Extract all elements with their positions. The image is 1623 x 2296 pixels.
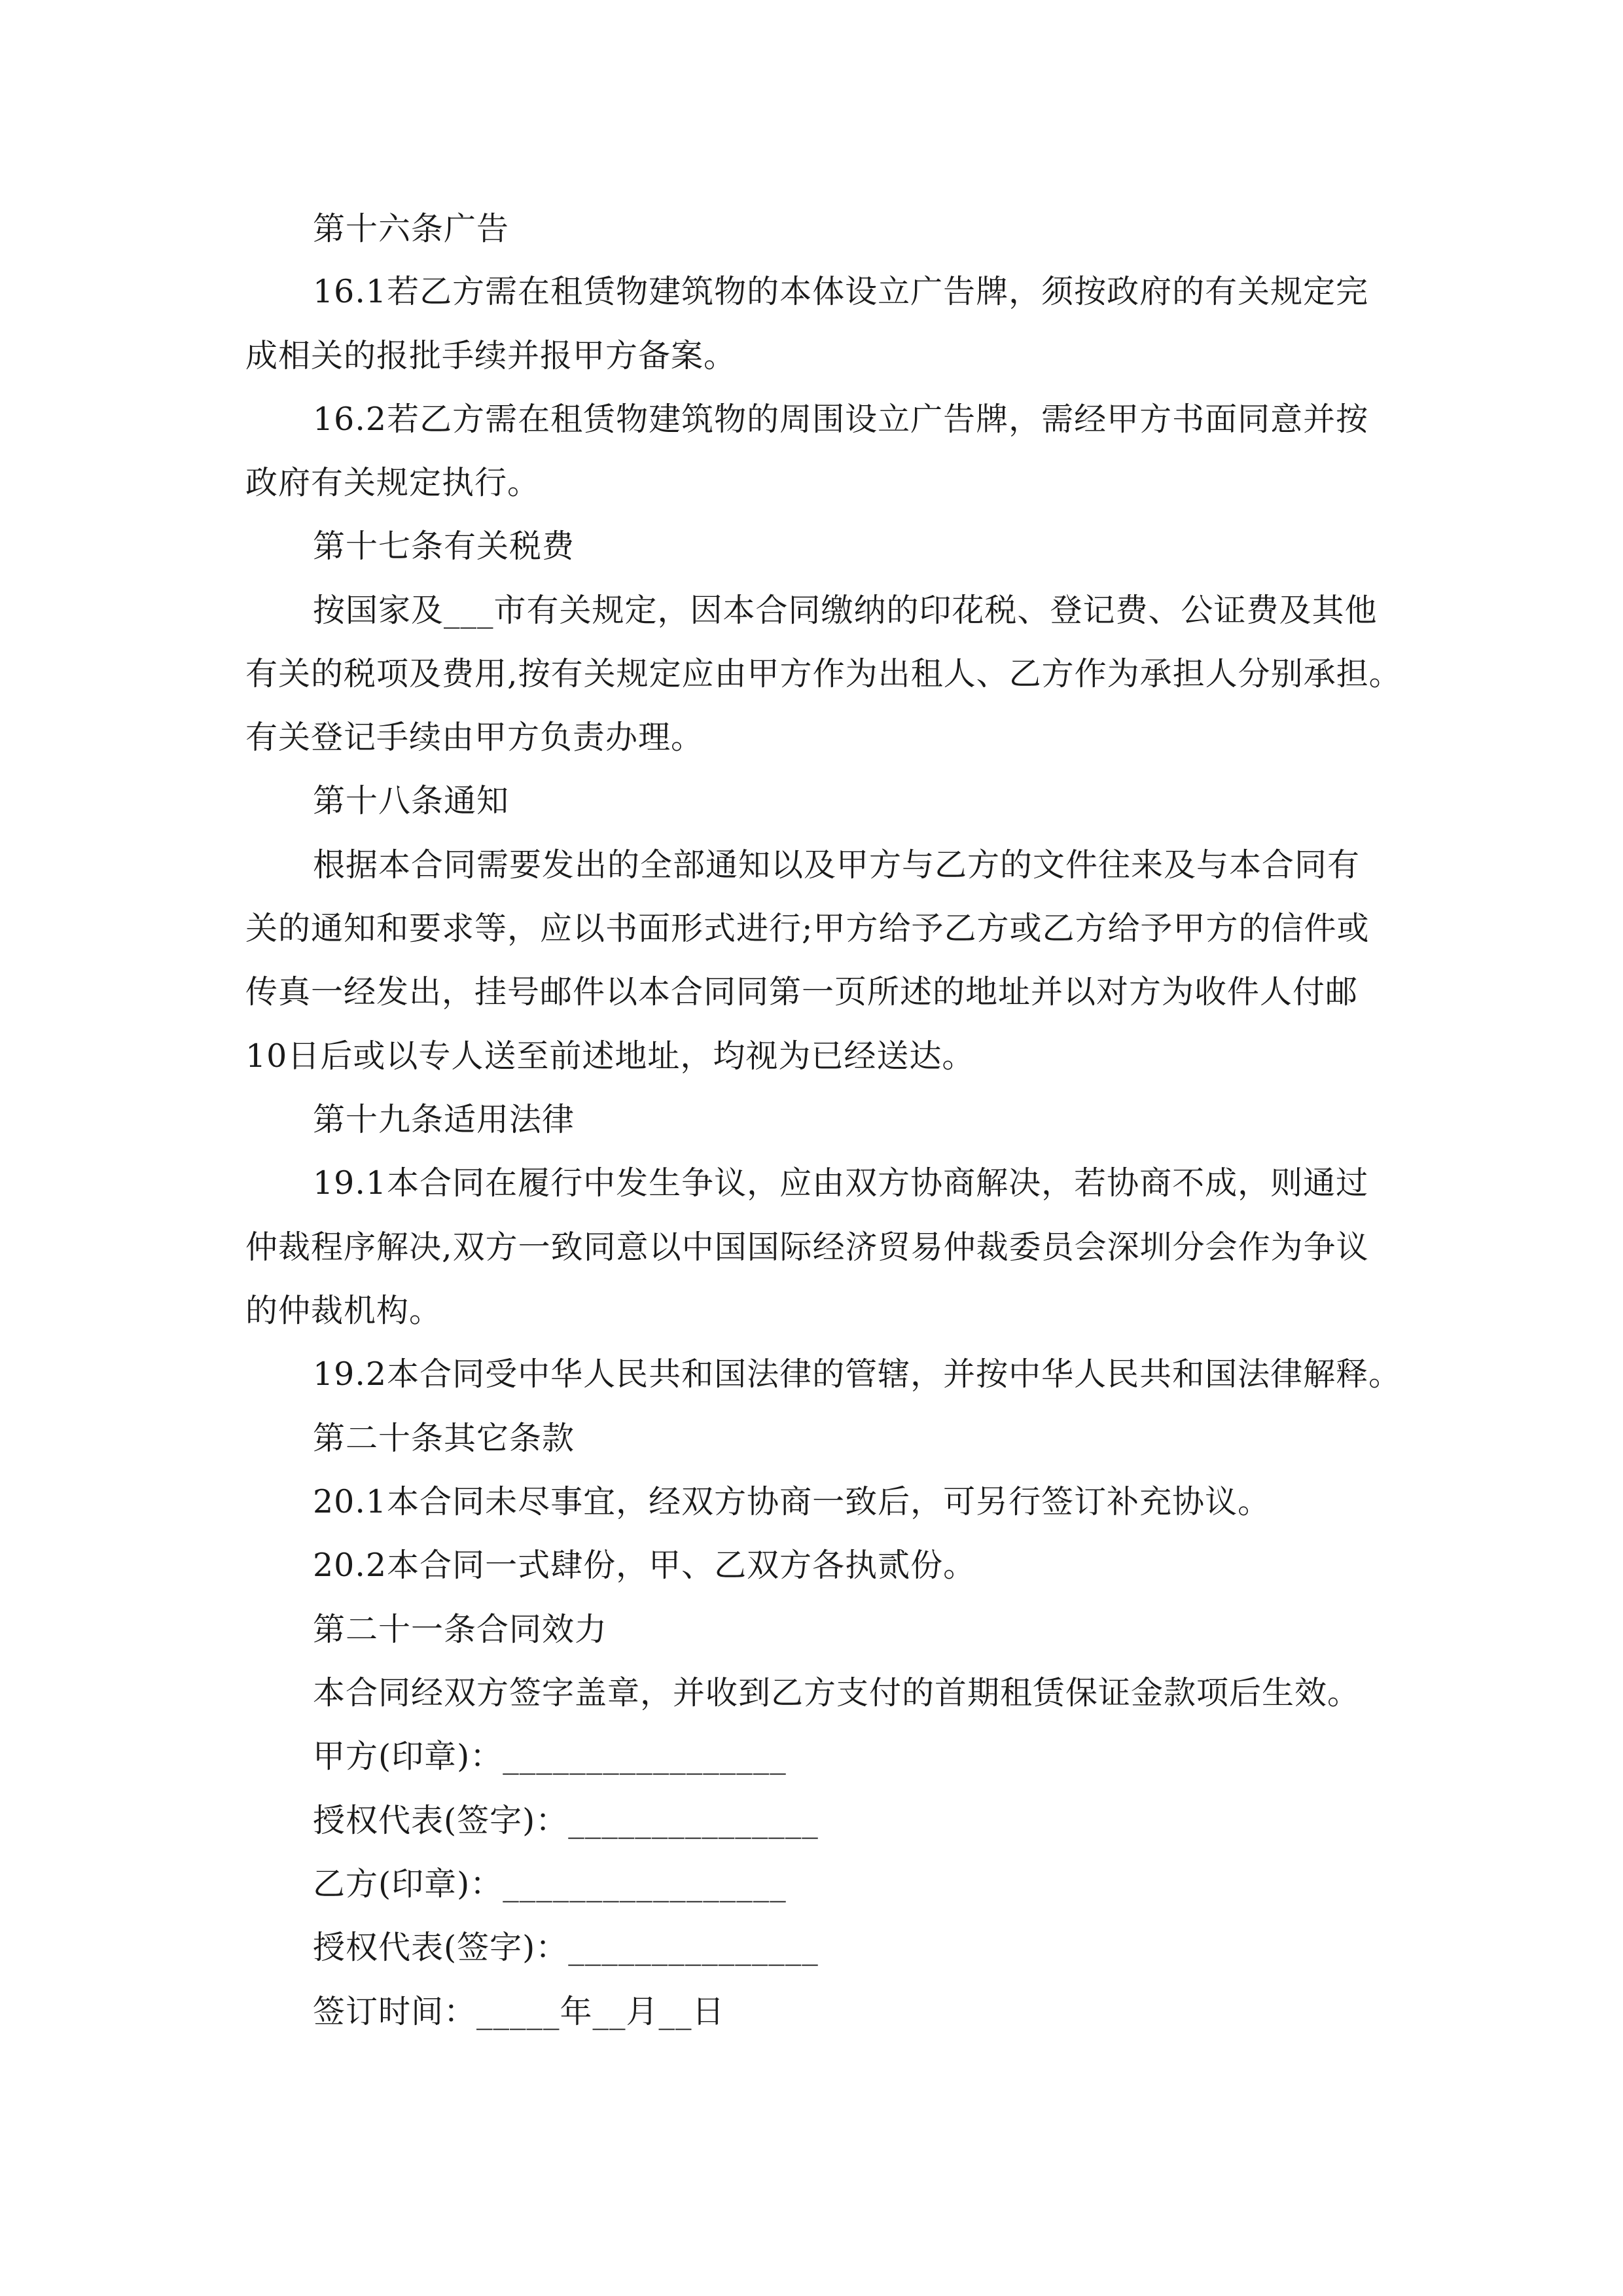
- party-b-representative-line: 授权代表(签字)：_______________: [313, 1929, 819, 1966]
- clause-20-2: 20.2本合同一式肆份，甲、乙双方各执贰份。: [313, 1547, 976, 1584]
- clause-19-2: 19.2本合同受中华人民共和国法律的管辖，并按中华人民共和国法律解释。: [313, 1355, 1402, 1393]
- clause-20-1: 20.1本合同未尽事宜，经双方协商一致后，可另行签订补充协议。: [313, 1483, 1271, 1520]
- party-b-seal-line: 乙方(印章)：_________________: [313, 1865, 787, 1903]
- party-a-seal-line: 甲方(印章)：_________________: [313, 1738, 787, 1775]
- article-19-heading: 第十九条适用法律: [313, 1101, 575, 1138]
- article-18-line-4: 10日后或以专人送至前述地址，均视为已经送达。: [245, 1037, 975, 1075]
- clause-16-1-line-2: 成相关的报批手续并报甲方备案。: [245, 337, 737, 374]
- article-21-heading: 第二十一条合同效力: [313, 1611, 608, 1648]
- article-17-heading: 第十七条有关税费: [313, 528, 575, 565]
- article-21-text: 本合同经双方签字盖章，并收到乙方支付的首期租赁保证金款项后生效。: [313, 1674, 1361, 1712]
- clause-19-1-line-3: 的仲裁机构。: [245, 1292, 442, 1329]
- clause-16-1-line-1: 16.1若乙方需在租赁物建筑物的本体设立广告牌，须按政府的有关规定完: [313, 273, 1369, 310]
- article-18-line-2: 关的通知和要求等，应以书面形式进行;甲方给予乙方或乙方给予甲方的信件或: [245, 910, 1370, 947]
- article-18-line-1: 根据本合同需要发出的全部通知以及甲方与乙方的文件往来及与本合同有: [313, 846, 1361, 884]
- clause-19-1-line-1: 19.1本合同在履行中发生争议，应由双方协商解决，若协商不成，则通过: [313, 1164, 1369, 1202]
- article-18-heading: 第十八条通知: [313, 782, 510, 819]
- article-17-line-1: 按国家及___市有关规定，因本合同缴纳的印花税、登记费、公证费及其他: [313, 592, 1378, 629]
- article-20-heading: 第二十条其它条款: [313, 1420, 575, 1457]
- clause-16-2-line-2: 政府有关规定执行。: [245, 464, 541, 501]
- article-18-line-3: 传真一经发出，挂号邮件以本合同同第一页所述的地址并以对方为收件人付邮: [245, 973, 1359, 1011]
- article-17-line-3: 有关登记手续由甲方负责办理。: [245, 719, 704, 756]
- clause-19-1-line-2: 仲裁程序解决,双方一致同意以中国国际经济贸易仲裁委员会深圳分会作为争议: [245, 1229, 1369, 1266]
- party-a-representative-line: 授权代表(签字)：_______________: [313, 1802, 819, 1839]
- signing-date-line: 签订时间：_____年__月__日: [313, 1993, 725, 2030]
- article-16-heading: 第十六条广告: [313, 210, 510, 247]
- article-17-line-2: 有关的税项及费用,按有关规定应由甲方作为出租人、乙方作为承担人分别承担。: [245, 655, 1402, 692]
- clause-16-2-line-1: 16.2若乙方需在租赁物建筑物的周围设立广告牌，需经甲方书面同意并按: [313, 401, 1369, 438]
